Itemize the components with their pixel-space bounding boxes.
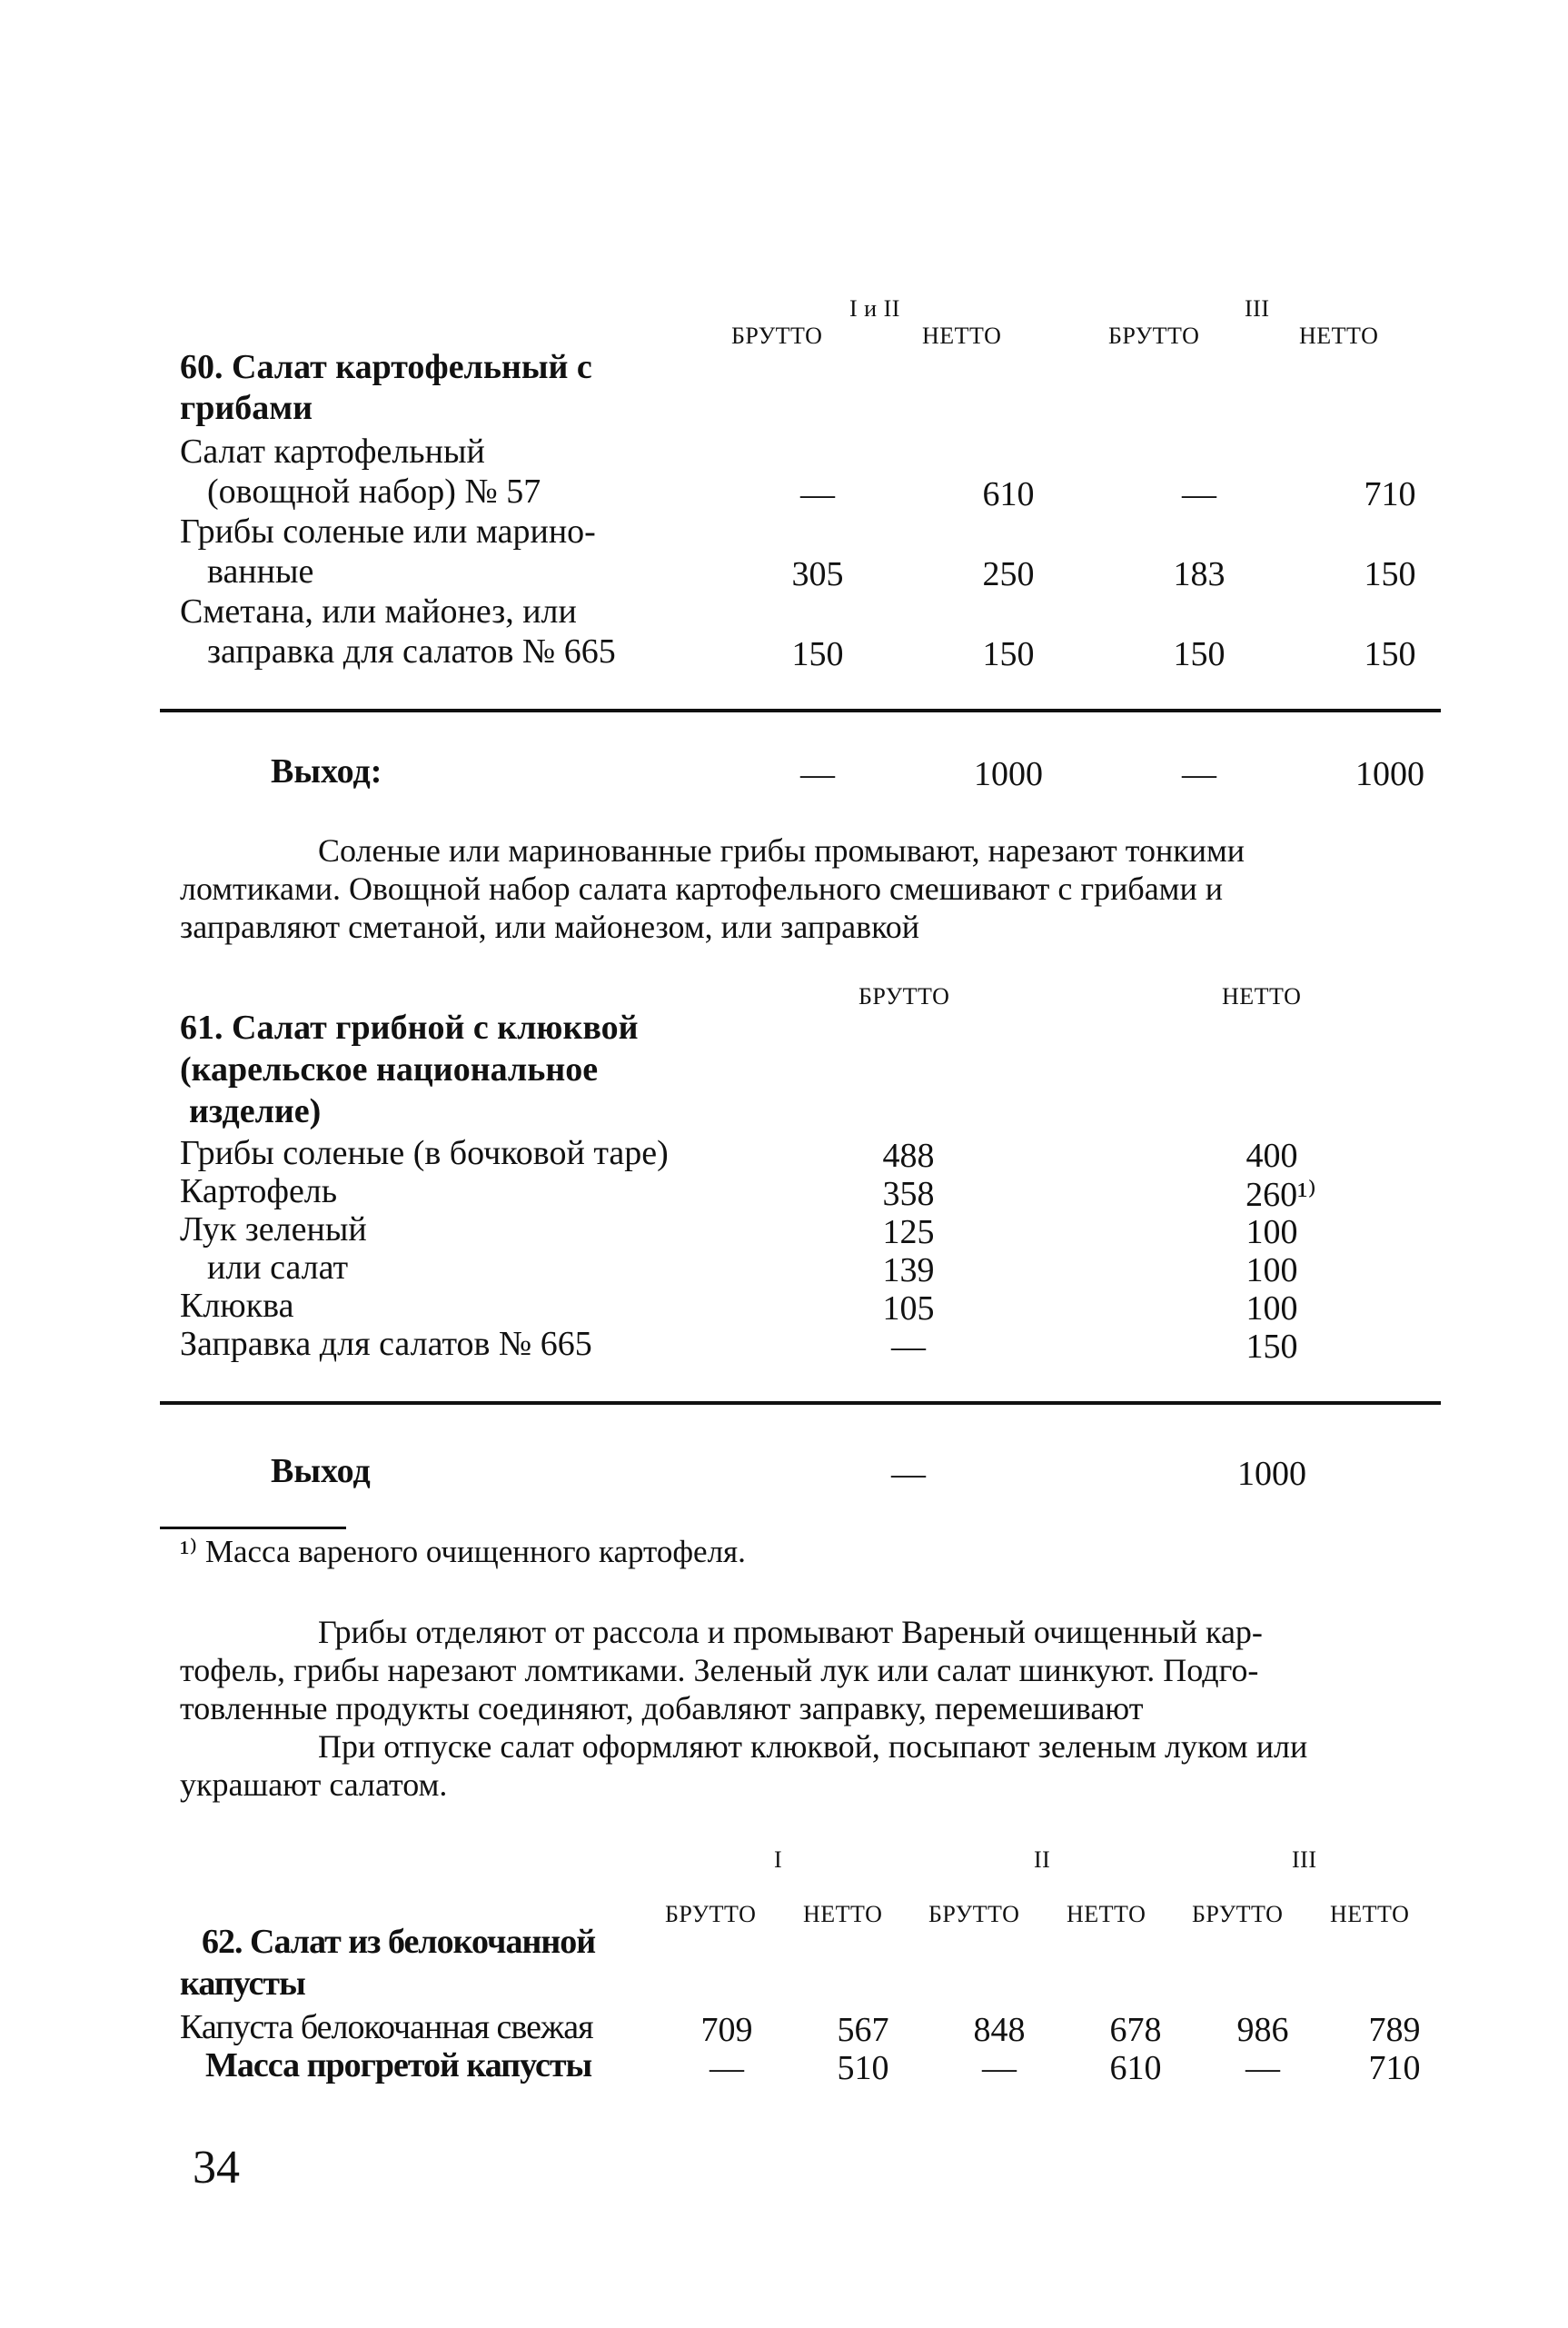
yield-label: Выход: xyxy=(271,752,382,791)
value-cell: 150 xyxy=(791,635,844,673)
instruction-line: При отпуске салат оформляют клюквой, посыпают зеленым луком или xyxy=(318,1728,1308,1765)
yield-value: — xyxy=(891,1455,926,1493)
value-cell: 510 xyxy=(837,2049,889,2087)
ingredient-name: (овощной набор) № 57 xyxy=(207,473,541,511)
recipe-title: грибами xyxy=(180,389,313,427)
value-cell: — xyxy=(891,1328,926,1366)
value-cell: 610 xyxy=(1109,2049,1162,2087)
value-cell: 183 xyxy=(1173,555,1226,593)
instruction-line: Соленые или маринованные грибы промывают, нарезают тонкими xyxy=(318,832,1245,869)
col-header-brutto: БРУТТО xyxy=(1108,323,1200,349)
value-cell: 488 xyxy=(882,1137,935,1175)
recipe-title: (карельское национальное xyxy=(180,1050,599,1089)
value-cell: — xyxy=(1245,2049,1280,2087)
value-cell: 400 xyxy=(1245,1137,1298,1175)
recipe-title: изделие) xyxy=(189,1092,322,1130)
value-cell: 100 xyxy=(1245,1251,1298,1289)
group-header-III: III xyxy=(1292,1846,1317,1873)
col-header-netto: НЕТТО xyxy=(1330,1901,1410,1927)
yield-value: 1000 xyxy=(974,755,1043,793)
value-cell: 100 xyxy=(1245,1289,1298,1328)
ingredient-name: Заправка для салатов № 665 xyxy=(180,1325,592,1363)
value-cell: 150 xyxy=(1173,635,1226,673)
ingredient-name: Сметана, или майонез, или xyxy=(180,592,577,631)
ingredient-name: Салат картофельный xyxy=(180,433,485,471)
col-header-netto: НЕТТО xyxy=(1067,1901,1146,1927)
value-cell: 789 xyxy=(1368,2011,1421,2049)
ingredient-name: или салат xyxy=(207,1249,349,1287)
yield-label: Выход xyxy=(271,1452,371,1490)
value-cell: 710 xyxy=(1368,2049,1421,2087)
value-cell: 139 xyxy=(882,1251,935,1289)
value-cell: 305 xyxy=(791,555,844,593)
instruction-line: Грибы отделяют от рассола и промывают Вареный очищенный кар- xyxy=(318,1614,1263,1650)
ingredient-name: заправка для салатов № 665 xyxy=(207,632,616,671)
value-cell: 250 xyxy=(982,555,1035,593)
ingredient-name: Картофель xyxy=(180,1172,338,1210)
instruction-line: ломтиками. Овощной набор салата картофельного смешивают с грибами и xyxy=(180,871,1223,907)
group-header-I-II: I и II xyxy=(849,295,900,322)
value-cell: 610 xyxy=(982,475,1035,513)
value-cell: 567 xyxy=(837,2011,889,2049)
ingredient-name: Масса прогретой капусты xyxy=(205,2046,592,2084)
value-cell: 100 xyxy=(1245,1213,1298,1251)
yield-value: 1000 xyxy=(1237,1455,1306,1493)
col-header-brutto: БРУТТО xyxy=(665,1901,757,1927)
col-header-netto: НЕТТО xyxy=(803,1901,883,1927)
footnote: ¹⁾ Масса вареного очищенного картофеля. xyxy=(180,1534,746,1569)
yield-value: 1000 xyxy=(1355,755,1424,793)
value-cell: — xyxy=(710,2049,744,2087)
value-cell: 358 xyxy=(882,1175,935,1213)
value-cell: — xyxy=(800,475,835,513)
recipe-title: 61. Салат грибной с клюквой xyxy=(180,1009,639,1047)
ingredient-name: Лук зеленый xyxy=(180,1210,367,1249)
footnote-rule xyxy=(160,1527,346,1529)
col-header-netto: НЕТТО xyxy=(1299,323,1379,349)
value-cell: 150 xyxy=(1364,635,1416,673)
value-cell: 260¹⁾ xyxy=(1245,1176,1316,1214)
ingredient-name: Капуста белокочанная свежая xyxy=(180,2008,593,2046)
value-cell: 105 xyxy=(882,1289,935,1328)
value-cell: 709 xyxy=(700,2011,753,2049)
ingredient-name: Клюква xyxy=(180,1287,294,1325)
group-header-III: III xyxy=(1245,295,1270,322)
table-divider xyxy=(160,1401,1441,1405)
value-cell: 150 xyxy=(1245,1328,1298,1366)
value-cell: — xyxy=(982,2049,1017,2087)
instruction-line: тофель, грибы нарезают ломтиками. Зеленый лук или салат шинкуют. Подго- xyxy=(180,1652,1259,1688)
value-cell: 678 xyxy=(1109,2011,1162,2049)
col-header-netto: НЕТТО xyxy=(922,323,1002,349)
page-number: 34 xyxy=(193,2142,240,2194)
table-divider xyxy=(160,709,1441,712)
col-header-brutto: БРУТТО xyxy=(858,983,950,1010)
yield-value: — xyxy=(1182,755,1216,793)
col-header-netto: НЕТТО xyxy=(1222,983,1302,1010)
group-header-II: II xyxy=(1034,1846,1051,1873)
value-cell: 125 xyxy=(882,1213,935,1251)
group-header-I: I xyxy=(774,1846,783,1873)
col-header-brutto: БРУТТО xyxy=(928,1901,1020,1927)
value-cell: 150 xyxy=(1364,555,1416,593)
instruction-line: украшают салатом. xyxy=(180,1766,448,1803)
col-header-brutto: БРУТТО xyxy=(731,323,823,349)
value-cell: 150 xyxy=(982,635,1035,673)
ingredient-name: Грибы соленые (в бочковой таре) xyxy=(180,1134,669,1172)
recipe-title: 62. Салат из белокочанной xyxy=(202,1923,596,1961)
instruction-line: заправляют сметаной, или майонезом, или заправкой xyxy=(180,909,920,945)
value-cell: — xyxy=(1182,475,1216,513)
value-cell: 986 xyxy=(1236,2011,1289,2049)
col-header-brutto: БРУТТО xyxy=(1192,1901,1284,1927)
instruction-line: товленные продукты соединяют, добавляют заправку, перемешивают xyxy=(180,1690,1144,1726)
ingredient-name: Грибы соленые или марино- xyxy=(180,512,596,551)
recipe-title: 60. Салат картофельный с xyxy=(180,348,592,386)
recipe-title: капусты xyxy=(180,1965,305,2003)
yield-value: — xyxy=(800,755,835,793)
ingredient-name: ванные xyxy=(207,552,314,591)
value-cell: 848 xyxy=(973,2011,1026,2049)
value-cell: 710 xyxy=(1364,475,1416,513)
